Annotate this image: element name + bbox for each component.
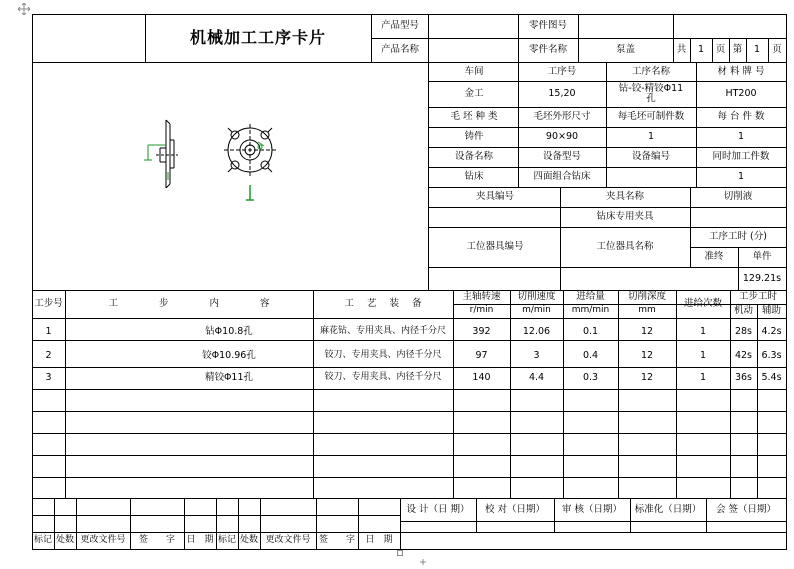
product-model-label: 产品型号: [380, 20, 419, 32]
grid-line: [786, 14, 787, 550]
aux-time-header: 辅助: [761, 305, 781, 317]
step-equipment: 铰刀、专用夹具、内径千分尺: [324, 350, 442, 361]
product-name-label: 产品名称: [380, 44, 419, 56]
step-cut-speed: 12.06: [522, 325, 551, 337]
signature-label-1: 签 字: [138, 534, 175, 545]
step-passes: 1: [699, 372, 707, 384]
page-label: 第: [732, 44, 743, 56]
equip-model-label: 设备型号: [542, 151, 581, 163]
blank-size-value: 90×90: [545, 131, 579, 143]
parts-per-blank-value: 1: [647, 131, 655, 143]
change-doc-label-2: 更改文件号: [265, 534, 311, 545]
unit-time-value: 129.21s: [742, 272, 782, 284]
move-handle-icon[interactable]: [18, 0, 30, 12]
prep-label: 准终: [704, 251, 724, 263]
fixture-no-label: 夹具编号: [475, 191, 514, 203]
process-time-label: 工序工时 (分): [709, 231, 767, 243]
grid-line: [400, 521, 787, 522]
spindle-speed-unit: r/min: [469, 305, 494, 316]
page-no: 1: [753, 44, 761, 56]
step-no-header: 工步号: [34, 298, 63, 310]
station-tool-name-label: 工位器具名称: [596, 241, 654, 253]
step-speed: 140: [472, 372, 491, 384]
grid-line: [32, 433, 787, 434]
step-feed: 0.4: [582, 350, 599, 362]
step-cut-speed: 3: [533, 350, 540, 362]
step-speed: 392: [472, 325, 491, 337]
step-passes: 1: [699, 350, 707, 362]
step-number: 1: [45, 325, 52, 337]
station-tool-no-label: 工位器具编号: [466, 241, 524, 253]
step-passes: 1: [699, 325, 707, 337]
step-aux-time: 4.2s: [761, 325, 782, 337]
step-content: 钻Φ10.8孔: [205, 325, 253, 337]
grid-line: [428, 62, 429, 291]
blank-size-label: 毛坯外形尺寸: [533, 111, 591, 123]
fixture-name-value: 钻床专用夹具: [596, 211, 654, 223]
material-label: 材 料 牌 号: [717, 65, 765, 77]
signature-label-2: 签 字: [318, 534, 355, 545]
process-name-value: 钻-铰-精铰Φ11孔: [618, 83, 684, 104]
feed-header: 进给量: [576, 291, 605, 303]
grid-line: [32, 411, 787, 412]
step-content: 铰Φ10.96孔: [202, 350, 256, 362]
workshop-label: 车间: [464, 65, 484, 77]
blank-type-value: 铸件: [464, 131, 484, 143]
corner-mark-icon: [420, 550, 426, 556]
step-feed: 0.3: [582, 372, 599, 384]
grid-line: [428, 267, 787, 268]
step-feed: 0.1: [582, 325, 599, 337]
review-label: 审 核（日期）: [561, 503, 623, 515]
step-equipment: 铰刀、专用夹具、内径千分尺: [324, 372, 442, 383]
part-sketch: [120, 100, 290, 210]
equip-name-label: 设备名称: [454, 151, 493, 163]
process-no-label: 工序号: [547, 65, 577, 77]
feed-unit: mm/min: [571, 305, 610, 316]
cutting-speed-unit: m/min: [522, 305, 551, 316]
step-depth: 12: [640, 372, 654, 384]
grid-line: [32, 389, 787, 390]
passes-header: 进给次数: [683, 298, 722, 310]
count-label-2: 处数: [239, 534, 258, 545]
card-title: 机械加工工序卡片: [189, 27, 326, 47]
step-number: 2: [45, 350, 52, 362]
depth-header: 切削深度: [627, 291, 666, 303]
material-value: HT200: [725, 88, 757, 100]
fixture-name-label: 夹具名称: [605, 191, 644, 203]
resize-handle-icon[interactable]: [397, 550, 403, 556]
process-no-value: 15,20: [548, 88, 576, 100]
step-content-header: 工 步 内 容: [108, 298, 270, 310]
count-label-1: 处数: [55, 534, 74, 545]
date-label-1: 日 期: [186, 534, 214, 545]
grid-line: [32, 477, 787, 478]
design-label: 设 计（日 期）: [406, 503, 470, 515]
step-aux-time: 5.4s: [761, 372, 782, 384]
process-name-label: 工序名称: [631, 65, 670, 77]
machine-time-header: 机动: [733, 305, 753, 317]
unit-label: 单件: [752, 251, 772, 263]
total-pages: 1: [697, 44, 705, 56]
simultaneous-value: 1: [737, 171, 745, 183]
page-unit-1: 页: [715, 44, 726, 56]
sign-label: 会 签（日期）: [715, 503, 777, 515]
step-aux-time: 6.3s: [761, 350, 782, 362]
coolant-label: 切削液: [723, 191, 753, 203]
cutting-speed-header: 切削速度: [517, 291, 556, 303]
grid-line: [32, 14, 33, 550]
date-label-2: 日 期: [365, 534, 393, 545]
part-name-label: 零件名称: [528, 44, 567, 56]
parts-per-blank-label: 每毛坯可制件数: [617, 111, 685, 123]
equip-no-label: 设备编号: [631, 151, 670, 163]
change-doc-label-1: 更改文件号: [80, 534, 126, 545]
step-cut-speed: 4.4: [528, 372, 545, 384]
step-time-header: 工步工时: [738, 291, 777, 303]
depth-unit: mm: [638, 305, 656, 316]
per-unit-label: 每 台 件 数: [717, 111, 765, 123]
grid-line: [32, 549, 787, 550]
step-machine-time: 36s: [734, 372, 753, 384]
mark-label-2: 标记: [217, 534, 236, 545]
step-machine-time: 42s: [734, 350, 753, 362]
workshop-value: 金工: [464, 88, 484, 100]
mark-label-1: 标记: [33, 534, 52, 545]
step-content: 精铰Φ11孔: [204, 372, 254, 384]
step-depth: 12: [640, 350, 654, 362]
step-speed: 97: [475, 350, 488, 362]
page-unit-2: 页: [772, 44, 782, 56]
step-machine-time: 28s: [734, 325, 753, 337]
grid-line: [32, 455, 787, 456]
equip-model-value: 四面组合钻床: [533, 171, 591, 183]
equipment-header: 工 艺 装 备: [344, 298, 422, 310]
step-depth: 12: [640, 325, 654, 337]
simultaneous-label: 同时加工件数: [712, 151, 770, 163]
total-label: 共: [676, 44, 687, 56]
part-name-value: 泵盖: [615, 44, 635, 56]
spindle-speed-header: 主轴转速: [462, 291, 501, 303]
step-number: 3: [45, 372, 52, 384]
part-drawing-no-label: 零件图号: [528, 20, 567, 32]
standard-label: 标准化（日期）: [634, 503, 702, 515]
proof-label: 校 对（日期）: [484, 503, 546, 515]
blank-type-label: 毛 坯 种 类: [450, 111, 498, 123]
per-unit-value: 1: [737, 131, 745, 143]
step-equipment: 麻花钻、专用夹具、内径千分尺: [319, 325, 446, 336]
equip-name-value: 钻床: [464, 171, 484, 183]
equip-no-value: [606, 167, 696, 187]
